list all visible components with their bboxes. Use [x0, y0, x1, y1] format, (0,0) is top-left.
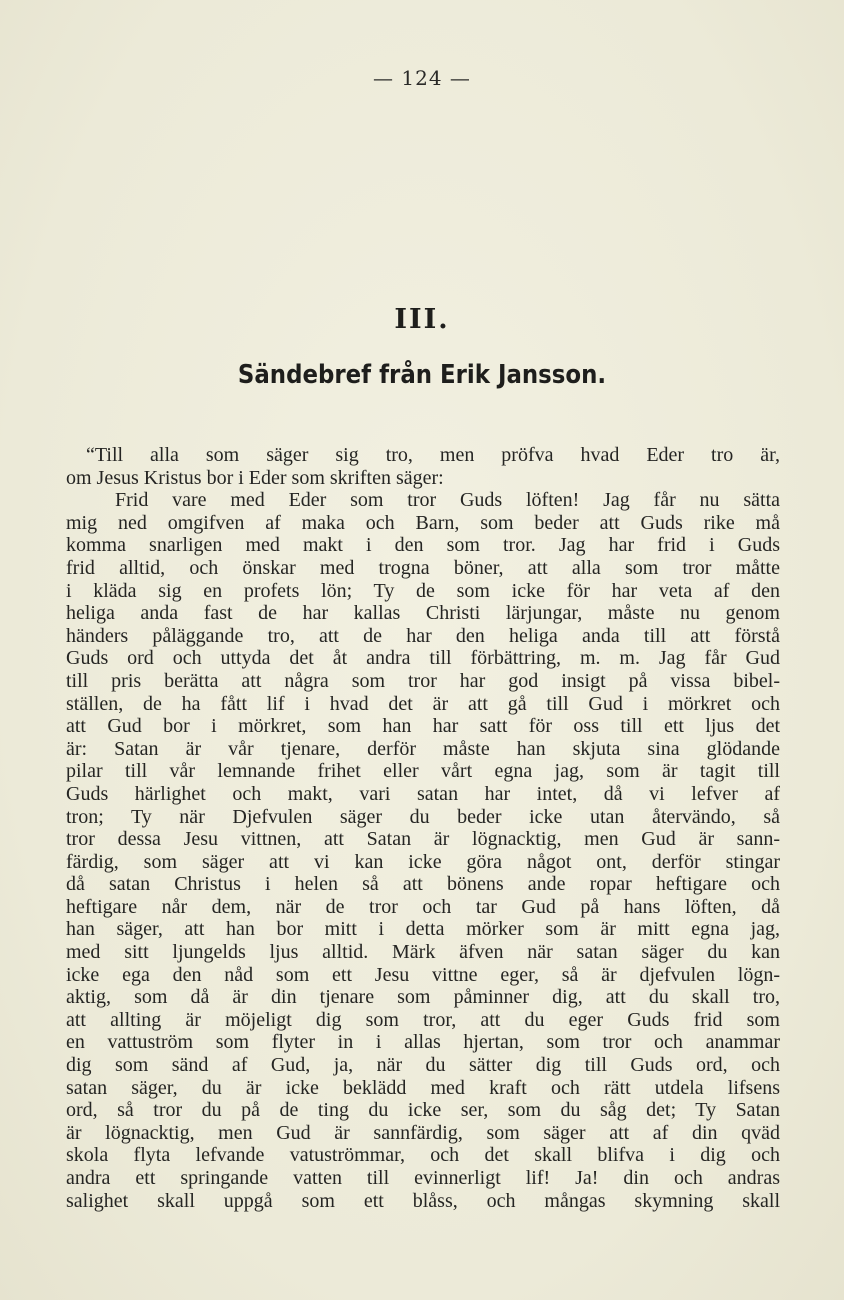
body-text: [66, 444, 780, 1212]
text-line: “Till alla som säger sig tro, men pröfva hvad Eder tro är,: [86, 444, 780, 466]
text-line: ställen, de ha fått lif i hvad det är att gå till Gud i mörkret och: [66, 692, 780, 715]
text-line: då satan Christus i helen så att bönens ande ropar heftigare och: [66, 873, 780, 896]
text-line: aktig, som då är din tjenare som påminner dig, att du skall tro,: [66, 986, 780, 1009]
text-line: frid alltid, och önskar med trogna böner, att alla som tror måtte: [66, 556, 780, 579]
text-line: heliga anda fast de har kallas Christi lärjungar, måste nu genom: [66, 602, 780, 625]
text-line: händers påläggande tro, att de har den heliga anda till att förstå: [66, 624, 780, 647]
text-line: han säger, att han bor mitt i detta mörker som är mitt egna jag,: [66, 918, 780, 941]
text-line: pilar till vår lemnande frihet eller vårt egna jag, som är tagit till: [66, 760, 780, 783]
text-line: heftigare når dem, när de tror och tar Gud på hans löften, då: [66, 895, 780, 918]
text-line: att Gud bor i mörkret, som han har satt för oss till ett ljus det: [66, 715, 780, 738]
text-line: mig ned omgifven af maka och Barn, som beder att Guds rike må: [66, 511, 780, 534]
text-line: Frid vare med Eder som tror Guds löften! Jag får nu sätta: [115, 489, 780, 512]
page-title: Sändebref från Erik Jansson.: [237, 360, 607, 390]
text-line: skola flyta lefvande vatuströmmar, och det skall blifva i dig och: [66, 1144, 780, 1167]
text-line: att allting är möjeligt dig som tror, att du eger Guds frid som: [66, 1008, 780, 1031]
text-line: icke ega den nåd som ett Jesu vittne eger, så är djefvulen lögn-: [66, 963, 780, 986]
section-number: III.: [394, 304, 450, 335]
text-line: ord, så tror du på de ting du icke ser, som du såg det; Ty Satan: [66, 1099, 780, 1122]
text-line: en vattuström som flyter in i allas hjertan, som tror och anammar: [66, 1031, 780, 1054]
text-line: är: Satan är vår tjenare, derför måste han skjuta sina glödande: [66, 737, 780, 760]
text-line: Guds härlighet och makt, vari satan har intet, då vi lefver af: [66, 782, 780, 805]
text-line: färdig, som säger att vi kan icke göra något ont, derför stingar: [66, 850, 780, 873]
text-line: tror dessa Jesu vittnen, att Satan är lögnacktig, men Gud är sann-: [66, 828, 780, 851]
text-line: dig som sänd af Gud, ja, när du sätter dig till Guds ord, och: [66, 1054, 780, 1077]
text-line: är lögnacktig, men Gud är sannfärdig, som säger att af din qväd: [66, 1121, 780, 1144]
text-line: till pris berätta att några som tror har god insigt på vissa bibel-: [66, 669, 780, 692]
text-line: satan säger, du är icke beklädd med kraft och rätt utdela lifsens: [66, 1076, 780, 1099]
text-line: om Jesus Kristus bor i Eder som skriften säger:: [66, 466, 444, 489]
text-line: andra ett springande vatten till evinnerligt lif! Ja! din och andras: [66, 1167, 780, 1189]
text-line: Guds ord och uttyda det åt andra till förbättring, m. m. Jag får Gud: [66, 647, 780, 670]
text-line: salighet skall uppgå som ett blåss, och mångas skymning skall: [66, 1189, 780, 1212]
page-number: — 124 —: [373, 66, 471, 90]
text-line: med sitt ljungelds ljus alltid. Märk äfven när satan säger du kan: [66, 941, 780, 964]
text-line: i kläda sig en profets lön; Ty de som icke för har veta af den: [66, 579, 780, 602]
text-line: tron; Ty när Djefvulen säger du beder icke utan återvändo, så: [66, 805, 780, 828]
text-line: komma snarligen med makt i den som tror. Jag har frid i Guds: [66, 534, 780, 557]
